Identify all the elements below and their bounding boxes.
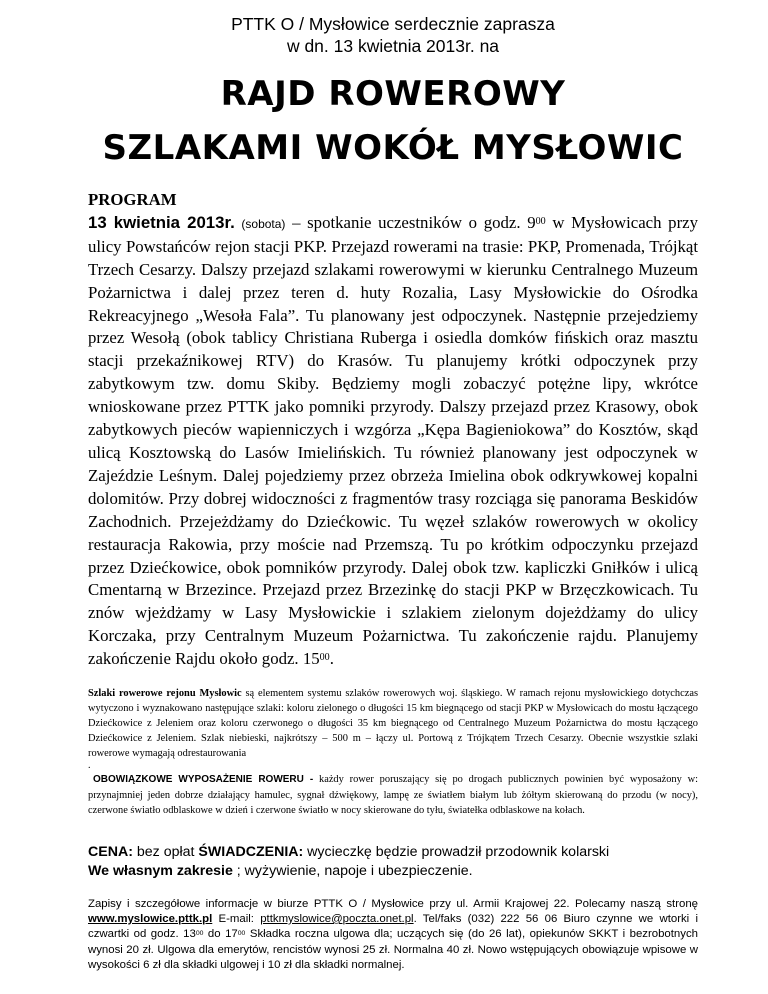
contact-part-1: Zapisy i szczegółowe informacje w biurze PTTK O / Mysłowice przy ul. Armii Krajowej 22. Polecamy naszą stronę [88, 897, 698, 910]
program-day: (sobota) [241, 216, 286, 231]
trails-text: są elementem systemu szlaków rowerowych woj. śląskiego. W ramach rejonu mysłowickiego dotychczas wytyczono i wyznakowano następujące szlaki: koloru zielonego o długości 15 km biegnącego od stacji PKP w Mysłowicach do mostu łączącego Dziećkowice z Jeleniem oraz koloru czerwonego o długości 35 km biegnącego od Centralnego Muzeum Pożarnictwa do mostu łączącego Dziećkowice z Jeleniem. Szlak niebieski, najkrótszy – 500 m – łączy ul. Portową z Trójkątem Trzech Cesarzy. Obecnie wszystkie szlaki rowerowe wymagają odrestaurowania [88, 688, 698, 760]
header-line-2: w dn. 13 kwietnia 2013r. na [286, 36, 500, 56]
services-label: ŚWIADCZENIA: [198, 843, 304, 860]
equipment-heading: OBOWIĄZKOWE WYPOSAŻENIE ROWERU - [93, 774, 314, 786]
price-line [88, 843, 698, 862]
own-line [88, 862, 698, 881]
equipment-section [88, 772, 698, 819]
start-time-sup: 00 [535, 215, 546, 227]
hours-sup-2: 00 [237, 929, 246, 937]
hours-sup-1: 00 [195, 929, 204, 937]
email-link[interactable]: pttkmyslowice@poczta.onet.pl [260, 912, 414, 925]
price-value: bez opłat [132, 843, 199, 860]
title-line-1: RAJD ROWEROWY [220, 74, 566, 114]
event-title [88, 69, 698, 173]
program-date: 13 kwietnia 2013r. [88, 212, 235, 232]
trails-dot: . [88, 760, 91, 772]
program-body: w Mysłowicach przy ulicy Powstańców rejon stacji PKP. Przejazd rowerami na trasie: PKP, Promenada, Trójkąt Trzech Cesarzy. Dalszy przejazd szlakami rowerowymi w kierunku Centralnego Muzeum Pożarnictwa i dalej przez teren d. huty Rozalia, Lasy Mysłowickie do Ośrodka Rekreacyjnego „Wesoła Fala”. Tu planowany jest odpoczynek. Następnie przejedziemy przez Wesołą (obok tablicy Christiana Ruberga i osiedla domków fińskich oraz masztu stacji przekaźnikowej RTV) do Krasów. Tu planujemy krótki odpoczynek przy zabytkowym tzw. domu Skiby. Będziemy mogli zobaczyć potężne lipy, wkrótce wnioskowane przez PTTK jako pomniki przyrody. Dalszy przejazd przez Krasowy, obok zabytkowych pieców wapienniczych i wzgórza „Kępa Bagieniokowa” do Kosztów, skąd ulicą Kosztowską do Lasów Imielińskich. Tu również planowany jest odpoczynek w Zajeździe Leśnym. Dalej pojedziemy przez obrzeża Imielina obok odkrywkowej kopalni dolomitów. Przy dobrej widoczności z fragmentów trasy rozciąga się panorama Beskidów Zachodnich. Przejeżdżamy do Dziećkowic. Tu węzeł szlaków rowerowych w okolicy restauracja Rakowia, przy moście nad Przemszą. Tu po krótkim odpoczynku przejazd przez Dziećkowice, obok pomników przyrody. Dalej obok tzw. kapliczki Gniłków i ulicą Cmentarną w Brzezince. Przejazd przez Brzezinkę do stacji PKP w Brzęczkowicach. Tu znów wjeżdżamy w Lasy Mysłowickie i szlakiem zielonym dojeżdżamy do ulicy Korczaka, przy Centralnym Muzeum Pożarnictwa. Tu zakończenie rajdu. Planujemy zakończenie Rajdu około godz. 15 [88, 212, 699, 669]
equipment-text: każdy rower poruszający się po drogach publicznych powinien być wyposażony w: przynajmniej jeden dobrze działający hamulec, sygnał dźwiękowy, lampę ze światłem białym lub żółtym skierowaną do przodu (w nocy), czerwone światło odblaskowe w dzień i czerwone światło w nocy skierowane do tyłu, światełka odblaskowe na kołach. [88, 774, 699, 817]
program-end: . [329, 649, 334, 669]
contact-section [88, 897, 698, 974]
contact-part-3: . Tel/faks (032) 222 56 06 Biuro czynne we wtorki i czwartki od godz. 13 [88, 912, 698, 941]
contact-part-4: do 17 [203, 928, 238, 941]
price-label: CENA: [88, 843, 133, 860]
contact-part-2: E-mail: [212, 912, 261, 925]
services-text: wycieczkę będzie prowadził przodownik kolarski [303, 843, 610, 860]
own-text: ; wyżywienie, napoje i ubezpieczenie. [232, 862, 473, 879]
title-line-2: SZLAKAMI WOKÓŁ MYSŁOWIC [102, 128, 684, 168]
program-heading: PROGRAM [88, 190, 177, 209]
invitation-header [88, 0, 698, 57]
end-time-sup: 00 [319, 652, 330, 664]
own-label: We własnym zakresie [88, 862, 233, 879]
price-section [88, 843, 698, 881]
header-line-1: PTTK O / Mysłowice serdecznie zaprasza [231, 14, 555, 34]
website-link[interactable]: www.myslowice.pttk.pl [88, 912, 213, 925]
program-intro: – spotkanie uczestników o godz. 9 [285, 212, 536, 232]
program-section [88, 189, 698, 671]
trails-section [88, 686, 698, 761]
contact-part-5: Składka roczna ulgowa dla; uczących się (do 26 lat), opiekunów SKKT i bezrobotnych wynosi 20 zł. Ulgowa dla emerytów, rencistów wynosi 25 zł. Normalna 40 zł. Nowo wstępujących obowiązuje wpisowe w wysokości 6 zł dla składki ulgowej i 10 zł dla składki normalnej. [88, 928, 698, 972]
trails-lead: Szlaki rowerowe rejonu Mysłowic [88, 688, 242, 700]
